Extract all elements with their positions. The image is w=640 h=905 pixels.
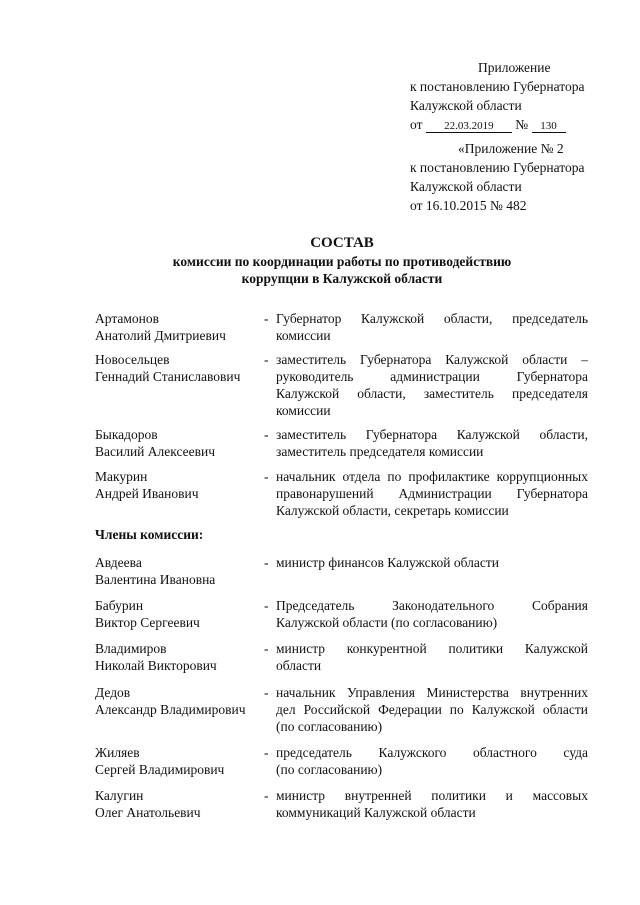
given-names: Валентина Ивановна bbox=[95, 572, 216, 587]
dash: - bbox=[264, 469, 269, 484]
given-names: Олег Анатольевич bbox=[95, 805, 201, 820]
surname: Новосельцев bbox=[95, 352, 170, 367]
member-name bbox=[95, 310, 265, 344]
given-names: Геннадий Станиславович bbox=[95, 369, 241, 384]
surname: Дедов bbox=[95, 685, 131, 700]
surname: Бабурин bbox=[95, 598, 144, 613]
position-line: области bbox=[276, 658, 322, 673]
surname: Быкадоров bbox=[95, 427, 158, 442]
member-name bbox=[95, 684, 265, 718]
surname: Авдеева bbox=[95, 555, 142, 570]
given-names: Андрей Иванович bbox=[95, 486, 199, 501]
appendix-label: Приложение bbox=[478, 60, 551, 75]
position-line: комиссии bbox=[276, 403, 331, 418]
from-prefix: от bbox=[410, 117, 423, 132]
appendix-decree-ref: к постановлению Губернатора bbox=[410, 79, 585, 94]
position-line: председатель Калужского областного суда bbox=[276, 745, 588, 760]
position-line: коммуникаций Калужской области bbox=[276, 805, 476, 820]
member-name bbox=[95, 468, 265, 502]
dash: - bbox=[264, 598, 269, 613]
member-position bbox=[276, 597, 588, 631]
position-line: заместитель Губернатора Калужской области, bbox=[276, 427, 588, 442]
given-names: Виктор Сергеевич bbox=[95, 615, 200, 630]
position-line: Председатель Законодательного Собрания bbox=[276, 598, 588, 613]
member-name bbox=[95, 640, 265, 674]
dash: - bbox=[264, 352, 269, 367]
dash: - bbox=[264, 427, 269, 442]
subtitle-line-1: комиссии по координации работы по противодействию bbox=[172, 254, 512, 269]
position-line: правонарушений Администрации Губернатора bbox=[276, 486, 588, 501]
position-line: (по согласованию) bbox=[276, 719, 383, 734]
dash: - bbox=[264, 311, 269, 326]
position-line: начальник Управления Министерства внутренних bbox=[276, 685, 588, 700]
position-line: комиссии bbox=[276, 328, 331, 343]
dash: - bbox=[264, 685, 269, 700]
member-position bbox=[276, 554, 588, 571]
position-line: Калужской области, секретарь комиссии bbox=[276, 503, 509, 518]
member-name bbox=[95, 351, 265, 385]
position-line: Калужской области, заместитель председателя bbox=[276, 386, 588, 401]
member-position bbox=[276, 787, 588, 821]
surname: Калугин bbox=[95, 788, 144, 803]
position-line: министр финансов Калужской области bbox=[276, 555, 499, 570]
dash: - bbox=[264, 641, 269, 656]
original-region: Калужской области bbox=[410, 179, 522, 194]
member-position bbox=[276, 468, 588, 519]
given-names: Сергей Владимирович bbox=[95, 762, 225, 777]
position-line: Губернатор Калужской области, председатель bbox=[276, 311, 588, 326]
position-line: министр внутренней политики и массовых bbox=[276, 788, 588, 803]
position-line: руководитель администрации Губернатора bbox=[276, 369, 588, 384]
dash: - bbox=[264, 788, 269, 803]
members-heading: Члены комиссии: bbox=[95, 527, 204, 542]
member-position bbox=[276, 640, 588, 674]
member-name bbox=[95, 597, 265, 631]
appendix-current bbox=[410, 58, 584, 134]
page-title: СОСТАВ bbox=[310, 235, 374, 251]
position-line: Калужской области (по согласованию) bbox=[276, 615, 498, 630]
position-line: начальник отдела по профилактике коррупционных bbox=[276, 469, 588, 484]
surname: Макурин bbox=[95, 469, 148, 484]
position-line: министр конкурентной политики Калужской bbox=[276, 641, 588, 656]
member-position bbox=[276, 426, 588, 460]
position-line: (по согласованию) bbox=[276, 762, 383, 777]
surname: Жиляев bbox=[95, 745, 140, 760]
position-line: заместитель Губернатора Калужской области – bbox=[276, 352, 588, 367]
decree-date: 22.03.2019 bbox=[426, 120, 512, 133]
given-names: Василий Алексеевич bbox=[95, 444, 216, 459]
original-date-number: от 16.10.2015 № 482 bbox=[410, 198, 527, 213]
original-appendix-label: «Приложение № 2 bbox=[458, 141, 564, 156]
appendix-original bbox=[410, 139, 584, 215]
dash: - bbox=[264, 745, 269, 760]
member-name bbox=[95, 426, 265, 460]
surname: Владимиров bbox=[95, 641, 167, 656]
given-names: Анатолий Дмитриевич bbox=[95, 328, 226, 343]
subtitle-line-2: коррупции в Калужской области bbox=[241, 271, 443, 286]
position-line: дел Российской Федерации по Калужской области bbox=[276, 702, 588, 717]
appendix-region: Калужской области bbox=[410, 98, 522, 113]
dash: - bbox=[264, 555, 269, 570]
surname: Артамонов bbox=[95, 311, 160, 326]
appendix-date-line bbox=[410, 115, 584, 134]
number-sign: № bbox=[515, 117, 529, 132]
given-names: Александр Владимирович bbox=[95, 702, 246, 717]
position-line: заместитель председателя комиссии bbox=[276, 444, 484, 459]
member-name bbox=[95, 554, 265, 588]
member-name bbox=[95, 787, 265, 821]
decree-number: 130 bbox=[532, 120, 566, 133]
member-position bbox=[276, 744, 588, 778]
member-position bbox=[276, 684, 588, 735]
given-names: Николай Викторович bbox=[95, 658, 217, 673]
member-position bbox=[276, 310, 588, 344]
member-name bbox=[95, 744, 265, 778]
member-position bbox=[276, 351, 588, 419]
original-decree-ref: к постановлению Губернатора bbox=[410, 160, 585, 175]
